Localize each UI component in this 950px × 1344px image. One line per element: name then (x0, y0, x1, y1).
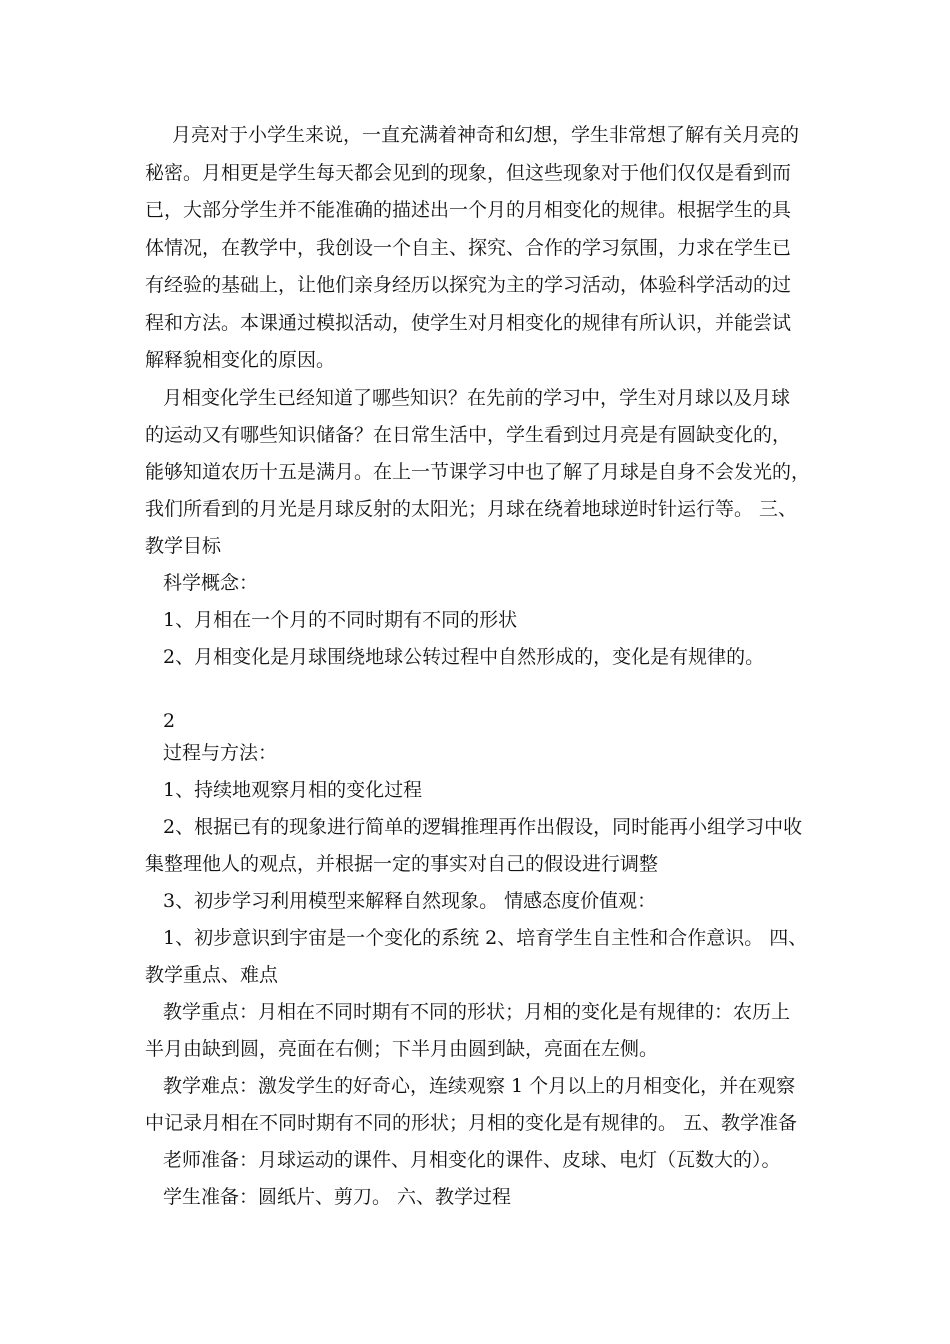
text-line: 我们所看到的月光是月球反射的太阳光；月球在绕着地球逆时针运行等。 三、 (145, 498, 798, 520)
text-line: 中记录月相在不同时期有不同的形状；月相的变化是有规律的。 五、教学准备 (145, 1112, 798, 1134)
text-line: 教学难点：激发学生的好奇心，连续观察 1 个月以上的月相变化，并在观察 (163, 1075, 796, 1097)
text-line: 半月由缺到圆，亮面在右侧；下半月由圆到缺，亮面在左侧。 (145, 1038, 659, 1060)
text-line: 秘密。月相更是学生每天都会见到的现象，但这些现象对于他们仅仅是看到而 (145, 162, 792, 184)
text-line: 体情况，在教学中，我创设一个自主、探究、合作的学习氛围，力求在学生已 (145, 237, 792, 259)
text-line: 科学概念： (163, 572, 259, 594)
text-line: 有经验的基础上，让他们亲身经历以探究为主的学习活动，体验科学活动的过 (145, 274, 792, 296)
text-line: 老师准备：月球运动的课件、月相变化的课件、皮球、电灯（瓦数大的）。 (163, 1149, 781, 1171)
text-line: 过程与方法： (163, 742, 278, 764)
text-line: 教学重点：月相在不同时期有不同的形状；月相的变化是有规律的：农历上 (163, 1001, 791, 1023)
text-line: 教学目标 (145, 535, 222, 557)
text-line: 解释貌相变化的原因。 (145, 349, 336, 371)
text-line: 集整理他人的观点，并根据一定的事实对自己的假设进行调整 (145, 853, 659, 875)
text-line: 2、根据已有的现象进行简单的逻辑推理再作出假设，同时能再小组学习中收 (163, 816, 803, 838)
text-line: 1、初步意识到宇宙是一个变化的系统 2、培育学生自主性和合作意识。 四、 (163, 927, 808, 949)
page-number: 2 (163, 710, 176, 732)
text-line: 2、月相变化是月球围绕地球公转过程中自然形成的，变化是有规律的。 (163, 646, 765, 668)
text-line: 1、月相在一个月的不同时期有不同的形状 (163, 609, 518, 631)
text-line: 1、持续地观察月相的变化过程 (163, 779, 423, 801)
text-line: 教学重点、难点 (145, 964, 279, 986)
text-line: 已，大部分学生并不能准确的描述出一个月的月相变化的规律。根据学生的具 (145, 199, 792, 221)
text-line: 能够知道农历十五是满月。在上一节课学习中也了解了月球是自身不会发光的， (145, 461, 811, 483)
text-line: 月亮对于小学生来说，一直充满着神奇和幻想，学生非常想了解有关月亮的 (172, 124, 800, 146)
text-line: 3、初步学习利用模型来解释自然现象。 情感态度价值观： (163, 890, 657, 912)
text-line: 程和方法。本课通过模拟活动，使学生对月相变化的规律有所认识，并能尝试 (145, 312, 792, 334)
text-line: 学生准备：圆纸片、剪刀。 六、教学过程 (163, 1186, 512, 1208)
text-line: 的运动又有哪些知识储备？在日常生活中，学生看到过月亮是有圆缺变化的， (145, 424, 792, 446)
text-line: 月相变化学生已经知道了哪些知识？在先前的学习中，学生对月球以及月球 (163, 387, 791, 409)
